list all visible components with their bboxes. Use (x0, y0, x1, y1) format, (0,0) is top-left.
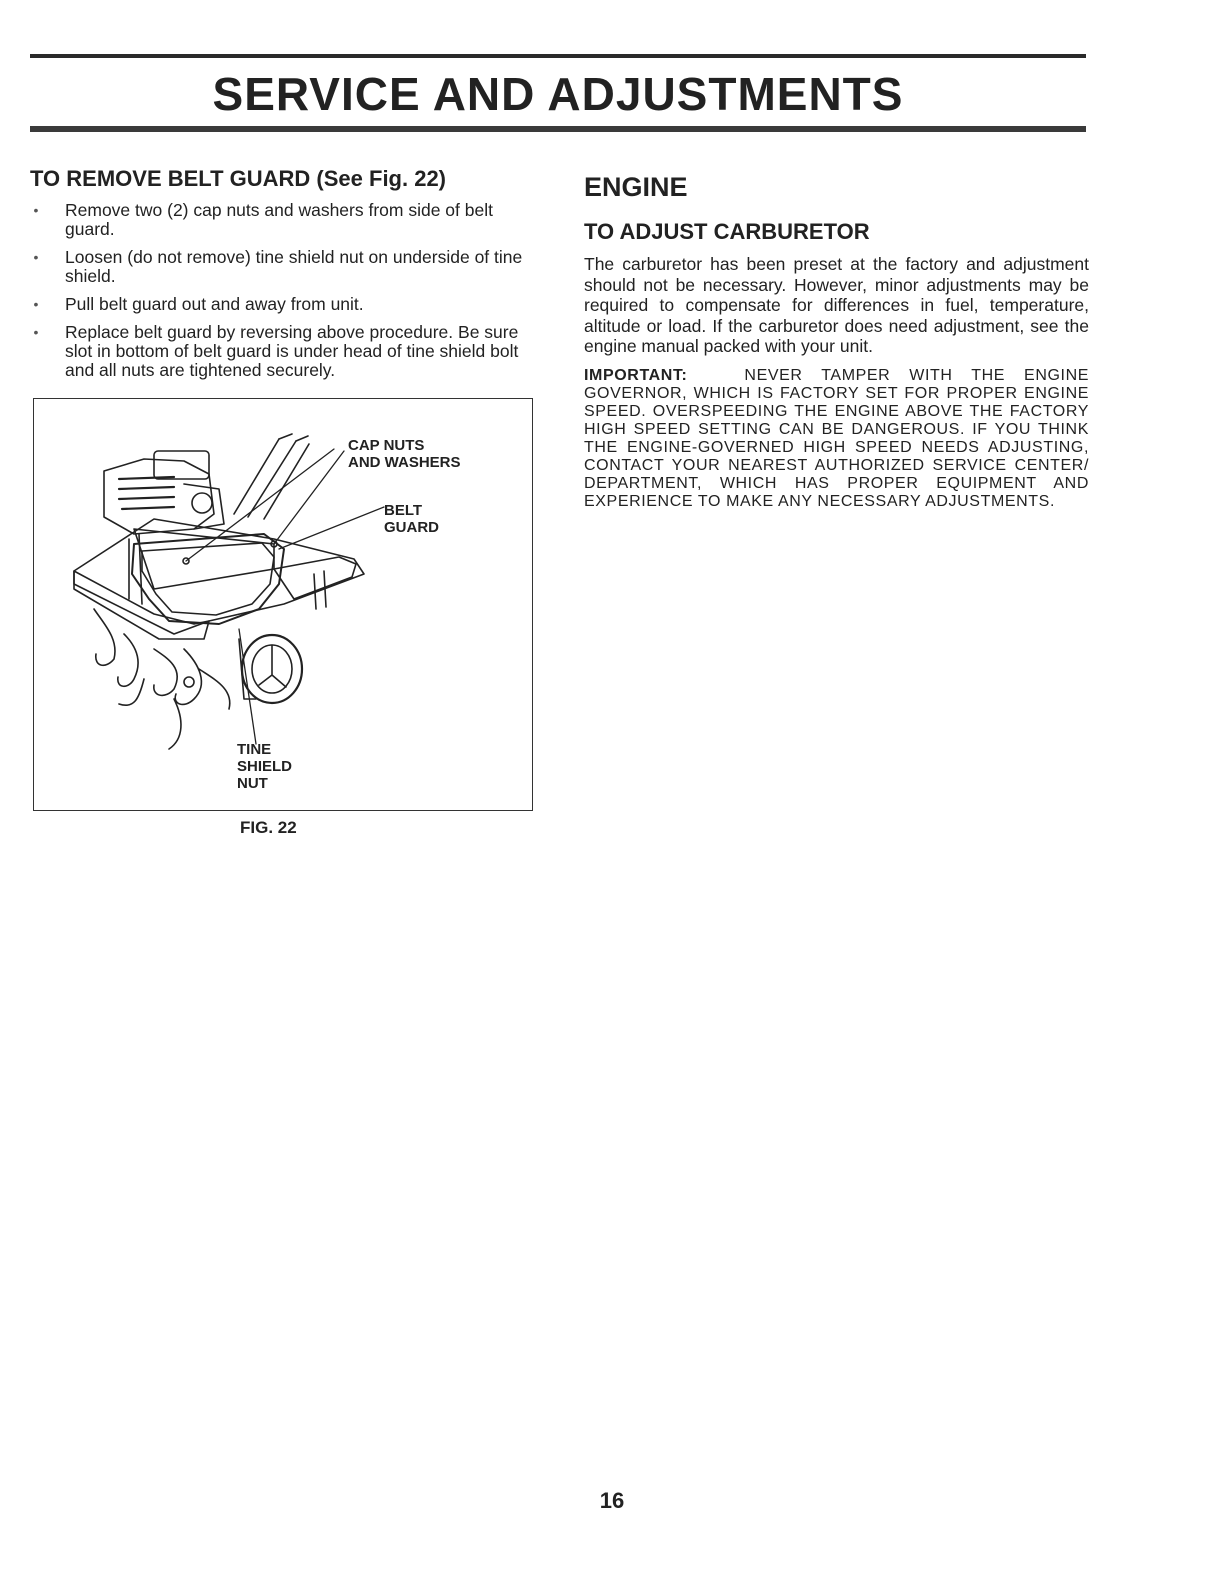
figure-22 (33, 398, 533, 811)
important-text: NEVER TAMPER WITH THE ENGINE GOVERNOR, WHICH IS FACTORY SET FOR PROPER ENGINE SPEED. OVERSPEEDING THE ENGINE ABOVE THE FACTORY HIGH SPEED SETTING CAN BE DANGEROUS. IF YOU THINK THE ENGINE-GOVERNED HIGH SPEED NEEDS ADJUSTING, CONTACT YOUR NEAREST AUTHORIZED SERVICE CENTER/ DEPARTMENT, WHICH HAS PROPER EQUIPMENT AND EXPERIENCE TO MAKE ANY NECESSARY ADJUSTMENTS. (584, 366, 1089, 510)
step-text: Replace belt guard by reversing above procedure. Be sure slot in bottom of belt guard is under head of tine shield bolt and all nuts are tightened securely. (65, 322, 519, 380)
bullet-icon: • (33, 249, 39, 265)
step-text: Loosen (do not remove) tine shield nut on underside of tine shield. (65, 247, 523, 286)
callout-tine-shield-nut (237, 741, 292, 792)
callout-belt-guard (384, 502, 439, 536)
callout-line: SHIELD (237, 758, 293, 775)
engine-section (584, 170, 1089, 511)
step-text: Pull belt guard out and away from unit. (65, 294, 364, 314)
step-text: Remove two (2) cap nuts and washers from side of belt guard. (65, 200, 493, 239)
belt-guard-section (30, 165, 535, 389)
bullet-icon: • (33, 296, 39, 312)
callout-cap-nuts (348, 437, 461, 471)
important-label: IMPORTANT: (584, 366, 688, 384)
header-rule-top (30, 54, 1086, 58)
belt-guard-steps (30, 201, 535, 380)
callout-line: TINE (237, 741, 272, 758)
header-rule-bottom (30, 126, 1086, 132)
callout-line: GUARD (384, 519, 439, 536)
carburetor-heading: TO ADJUST CARBURETOR (584, 219, 870, 244)
callout-line: CAP NUTS (348, 437, 425, 454)
important-note (584, 367, 1089, 511)
belt-guard-heading: TO REMOVE BELT GUARD (See Fig. 22) (30, 166, 447, 191)
callout-line: AND WASHERS (348, 454, 461, 471)
step-item (30, 201, 535, 239)
page-number: 16 (599, 1488, 625, 1513)
figure-caption: FIG. 22 (240, 818, 297, 837)
page-title: SERVICE AND ADJUSTMENTS (212, 68, 904, 120)
callout-line: NUT (237, 775, 268, 792)
bullet-icon: • (33, 202, 39, 218)
bullet-icon: • (33, 324, 39, 340)
step-item (30, 248, 535, 286)
carburetor-body: The carburetor has been preset at the factory and adjustment should not be necessary. However, minor adjustments may be required to compensate for differences in fuel, temperature, altitude or load. If the carburetor does need adjustment, see the engine manual packed with your unit. (584, 254, 1089, 356)
step-item (30, 323, 535, 380)
step-item (30, 295, 535, 314)
engine-heading: ENGINE (584, 172, 688, 202)
callout-line: BELT (384, 502, 423, 519)
